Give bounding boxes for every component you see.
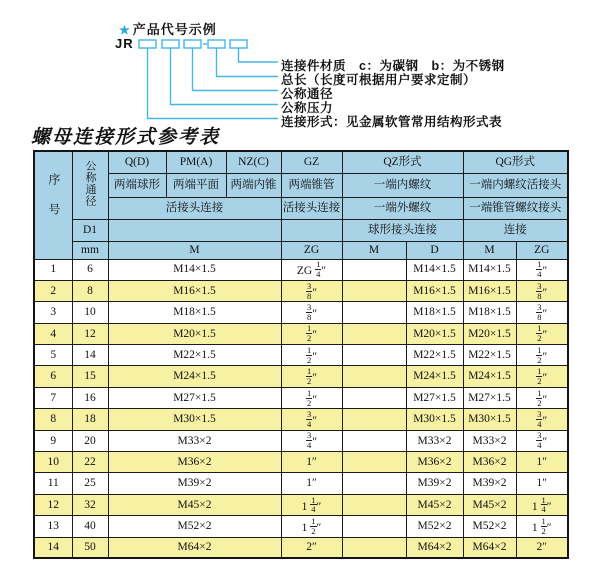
table-row: [34, 323, 568, 344]
header-type-qg: QG形式: [463, 151, 568, 173]
cell-serial: 10: [34, 452, 72, 473]
code-label-length: 总长（长度可根据用户要求定制）: [281, 73, 477, 87]
cell-qg-zg: $\frac{1}{2}$ ″: [516, 323, 568, 344]
cell-m: M30×1.5: [108, 409, 281, 430]
cell-qg-zg: $\frac{1}{2}$ ″: [516, 387, 568, 408]
header-unit-m3: M: [463, 241, 516, 259]
header-end-pma: 两端平面: [166, 173, 226, 197]
header-unit-m1: M: [108, 241, 281, 259]
cell-qz-d: M45×2: [406, 494, 463, 515]
cell-dn: 40: [72, 516, 108, 537]
cell-qg-zg: $\frac{1}{2}$ ″: [516, 366, 568, 387]
header-d1: D1: [72, 219, 108, 241]
cell-serial: 7: [34, 387, 72, 408]
cell-qz-d: M36×2: [406, 452, 463, 473]
cell-m: M39×2: [108, 473, 281, 494]
cell-qz-m: [342, 537, 406, 558]
cell-qg-m: M45×2: [463, 494, 516, 515]
header-end-nzc: 两端内锥: [226, 173, 281, 197]
connector-line-3: [193, 48, 279, 91]
cell-qg-zg: $\frac{3}{8}$ ″: [516, 302, 568, 323]
header-serial: 序号: [34, 151, 72, 259]
table-body: [34, 259, 568, 558]
cell-qg-m: M33×2: [463, 430, 516, 451]
cell-gz: $\frac{3}{4}$ ″: [281, 430, 342, 451]
cell-m: M16×1.5: [108, 280, 281, 301]
code-prefix: JR: [115, 36, 134, 51]
table-row: [34, 494, 568, 515]
cell-qz-d: M52×2: [406, 516, 463, 537]
header-type-qz: QZ形式: [342, 151, 463, 173]
header-nominal-diameter: 公称通径: [72, 151, 108, 219]
cell-qz-d: M14×1.5: [406, 259, 463, 280]
cell-dn: 20: [72, 430, 108, 451]
header-end-qg: 一端内螺纹活接头: [463, 173, 568, 197]
cell-qg-m: M16×1.5: [463, 280, 516, 301]
cell-dn: 25: [72, 473, 108, 494]
cell-gz: 2″: [281, 537, 342, 558]
cell-gz: 1 $\frac{1}{2}$ ″: [281, 516, 342, 537]
table-row: [34, 537, 568, 558]
connector-line-5: [239, 48, 279, 62]
table-row: [34, 259, 568, 280]
cell-dn: 22: [72, 452, 108, 473]
cell-dn: 6: [72, 259, 108, 280]
cell-dn: 18: [72, 409, 108, 430]
cell-qz-m: [342, 345, 406, 366]
table-row: [34, 516, 568, 537]
cell-serial: 5: [34, 345, 72, 366]
cell-serial: 4: [34, 323, 72, 344]
cell-qg-m: M64×2: [463, 537, 516, 558]
header-ball-joint: 球形接头连接: [342, 219, 463, 241]
cell-gz: ZG $\frac{1}{4}$ ″: [281, 259, 342, 280]
cell-qg-zg: $\frac{1}{4}$ ″: [516, 259, 568, 280]
header-type-nzc: NZ(C): [226, 151, 281, 173]
cell-serial: 13: [34, 516, 72, 537]
cell-qz-m: [342, 494, 406, 515]
cell-qz-d: M24×1.5: [406, 366, 463, 387]
cell-qz-d: M39×2: [406, 473, 463, 494]
cell-gz: $\frac{3}{4}$ ″: [281, 409, 342, 430]
cell-qg-zg: 1″: [516, 473, 568, 494]
cell-gz: $\frac{1}{2}$ ″: [281, 366, 342, 387]
star-icon: ★: [119, 23, 131, 37]
cell-gz: $\frac{1}{2}$ ″: [281, 323, 342, 344]
code-box-4: [208, 40, 225, 48]
cell-qg-m: M22×1.5: [463, 345, 516, 366]
cell-qz-d: M18×1.5: [406, 302, 463, 323]
cell-qz-m: [342, 280, 406, 301]
header-connect: 连接: [463, 219, 568, 241]
header-mm: mm: [72, 241, 108, 259]
cell-qz-m: [342, 302, 406, 323]
cell-qg-m: M52×2: [463, 516, 516, 537]
cell-gz: 1 $\frac{1}{4}$ ″: [281, 494, 342, 515]
cell-qg-zg: 1″: [516, 452, 568, 473]
cell-qg-zg: $\frac{1}{2}$ ″: [516, 345, 568, 366]
header-end-qd: 两端球形: [108, 173, 166, 197]
cell-serial: 8: [34, 409, 72, 430]
cell-qg-zg: $\frac{3}{8}$ ″: [516, 280, 568, 301]
table-row: [34, 473, 568, 494]
cell-qz-m: [342, 323, 406, 344]
cell-qz-m: [342, 409, 406, 430]
cell-m: M64×2: [108, 537, 281, 558]
header-type-qd: Q(D): [108, 151, 166, 173]
cell-dn: 32: [72, 494, 108, 515]
cell-qz-m: [342, 387, 406, 408]
cell-qg-zg: $\frac{3}{4}$ ″: [516, 409, 568, 430]
header-blank-1: [108, 219, 281, 241]
header-end-qz: 一端内螺纹: [342, 173, 463, 197]
reference-table: [33, 150, 569, 559]
cell-qz-d: M16×1.5: [406, 280, 463, 301]
cell-qg-m: M27×1.5: [463, 387, 516, 408]
code-box-1: [139, 40, 156, 48]
header-unit-m2: M: [342, 241, 406, 259]
cell-m: M33×2: [108, 430, 281, 451]
table-row: [34, 452, 568, 473]
cell-m: M18×1.5: [108, 302, 281, 323]
table-header: [34, 151, 568, 259]
cell-serial: 12: [34, 494, 72, 515]
diagram-title-text: 产品代号示例: [132, 22, 217, 37]
header-unit-zg1: ZG: [281, 241, 342, 259]
header-end-gz: 两端锥管: [281, 173, 342, 197]
table-row: [34, 345, 568, 366]
cell-qg-m: M18×1.5: [463, 302, 516, 323]
cell-dn: 10: [72, 302, 108, 323]
cell-qz-m: [342, 473, 406, 494]
cell-qz-m: [342, 452, 406, 473]
cell-qg-m: M30×1.5: [463, 409, 516, 430]
cell-serial: 1: [34, 259, 72, 280]
header-blank-2: [281, 219, 342, 241]
table-row: [34, 409, 568, 430]
cell-qg-zg: 1 $\frac{1}{4}$ ″: [516, 494, 568, 515]
cell-serial: 3: [34, 302, 72, 323]
header-conn-qg: 一端锥管螺纹接头: [463, 197, 568, 219]
code-label-pressure: 公称压力: [281, 101, 334, 115]
cell-qz-d: M27×1.5: [406, 387, 463, 408]
table-row: [34, 430, 568, 451]
header-conn-gz: 活接头连接: [281, 197, 342, 219]
table-title: 螺母连接形式参考表: [31, 127, 221, 148]
diagram-title: [119, 19, 217, 38]
header-type-gz: GZ: [281, 151, 342, 173]
cell-dn: 14: [72, 345, 108, 366]
header-type-pma: PM(A): [166, 151, 226, 173]
cell-qg-m: M24×1.5: [463, 366, 516, 387]
cell-dn: 50: [72, 537, 108, 558]
header-unit-d: D: [406, 241, 463, 259]
header-conn-qz: 一端外螺纹: [342, 197, 463, 219]
cell-m: M20×1.5: [108, 323, 281, 344]
code-box-5: [230, 40, 247, 48]
cell-qg-m: M14×1.5: [463, 259, 516, 280]
code-label-diameter: 公称通径: [281, 87, 334, 101]
table-row: [34, 302, 568, 323]
cell-dn: 16: [72, 387, 108, 408]
cell-dn: 15: [72, 366, 108, 387]
cell-dn: 8: [72, 280, 108, 301]
cell-gz: 1″: [281, 452, 342, 473]
code-box-2: [162, 40, 179, 48]
table-row: [34, 366, 568, 387]
cell-qz-d: M64×2: [406, 537, 463, 558]
cell-qg-zg: $\frac{3}{4}$ ″: [516, 430, 568, 451]
cell-qz-m: [342, 516, 406, 537]
cell-qg-zg: 1 $\frac{1}{2}$ ″: [516, 516, 568, 537]
cell-gz: 1″: [281, 473, 342, 494]
cell-serial: 11: [34, 473, 72, 494]
cell-m: M36×2: [108, 452, 281, 473]
cell-dn: 12: [72, 323, 108, 344]
cell-qg-m: M20×1.5: [463, 323, 516, 344]
header-unit-zg2: ZG: [516, 241, 568, 259]
cell-gz: $\frac{1}{2}$ ″: [281, 387, 342, 408]
cell-serial: 6: [34, 366, 72, 387]
cell-m: M14×1.5: [108, 259, 281, 280]
cell-qz-m: [342, 366, 406, 387]
cell-qz-d: M22×1.5: [406, 345, 463, 366]
cell-qz-m: [342, 430, 406, 451]
cell-qg-zg: 2″: [516, 537, 568, 558]
table-row: [34, 387, 568, 408]
cell-m: M27×1.5: [108, 387, 281, 408]
table-row: [34, 280, 568, 301]
code-label-connection: 连接形式：见金属软管常用结构形式表: [281, 115, 503, 129]
cell-qz-m: [342, 259, 406, 280]
cell-serial: 14: [34, 537, 72, 558]
header-conn-union: 活接头连接: [108, 197, 281, 219]
cell-m: M45×2: [108, 494, 281, 515]
cell-gz: $\frac{1}{2}$ ″: [281, 345, 342, 366]
cell-serial: 9: [34, 430, 72, 451]
cell-serial: 2: [34, 280, 72, 301]
cell-qg-m: M39×2: [463, 473, 516, 494]
cell-qz-d: M33×2: [406, 430, 463, 451]
cell-gz: $\frac{3}{8}$ ″: [281, 302, 342, 323]
cell-m: M52×2: [108, 516, 281, 537]
cell-m: M22×1.5: [108, 345, 281, 366]
cell-qz-d: M30×1.5: [406, 409, 463, 430]
code-label-material: 连接件材质 c：为碳钢 b：为不锈钢: [281, 58, 505, 73]
code-box-3: [184, 40, 201, 48]
cell-m: M24×1.5: [108, 366, 281, 387]
cell-qz-d: M20×1.5: [406, 323, 463, 344]
connector-line-1: [148, 48, 279, 119]
cell-gz: $\frac{3}{8}$ ″: [281, 280, 342, 301]
cell-qg-m: M36×2: [463, 452, 516, 473]
